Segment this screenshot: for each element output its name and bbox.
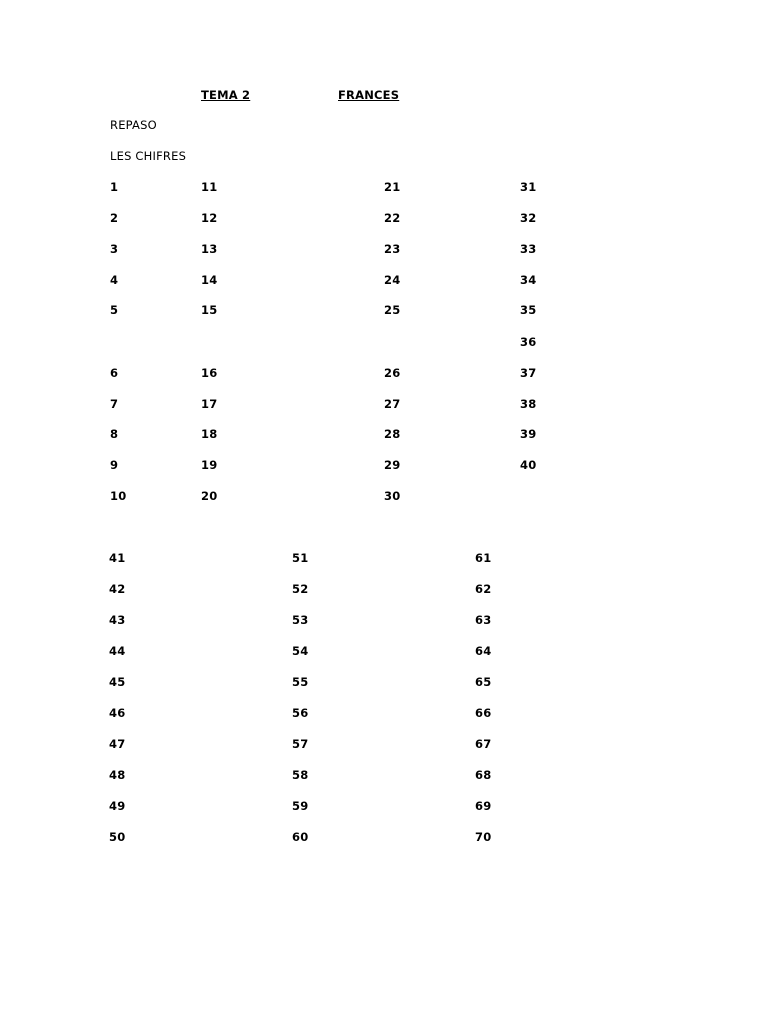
number-37: 37 <box>520 366 537 380</box>
number-67: 67 <box>475 737 492 751</box>
number-45: 45 <box>109 675 126 689</box>
number-63: 63 <box>475 613 492 627</box>
number-50: 50 <box>109 830 126 844</box>
number-62: 62 <box>475 582 492 596</box>
number-64: 64 <box>475 644 492 658</box>
number-25: 25 <box>384 303 401 317</box>
number-70: 70 <box>475 830 492 844</box>
number-17: 17 <box>201 397 218 411</box>
number-35: 35 <box>520 303 537 317</box>
number-12: 12 <box>201 211 218 225</box>
number-10: 10 <box>110 489 127 503</box>
number-7: 7 <box>110 397 119 411</box>
number-60: 60 <box>292 830 309 844</box>
number-23: 23 <box>384 242 401 256</box>
number-44: 44 <box>109 644 126 658</box>
number-16: 16 <box>201 366 218 380</box>
number-5: 5 <box>110 303 119 317</box>
number-27: 27 <box>384 397 401 411</box>
tema-heading: TEMA 2 <box>201 88 251 102</box>
number-54: 54 <box>292 644 309 658</box>
number-57: 57 <box>292 737 309 751</box>
number-46: 46 <box>109 706 126 720</box>
number-47: 47 <box>109 737 126 751</box>
number-3: 3 <box>110 242 119 256</box>
subject-heading: FRANCES <box>338 88 400 102</box>
number-65: 65 <box>475 675 492 689</box>
number-20: 20 <box>201 489 218 503</box>
number-9: 9 <box>110 458 119 472</box>
number-41: 41 <box>109 551 126 565</box>
number-40: 40 <box>520 458 537 472</box>
number-8: 8 <box>110 427 119 441</box>
number-2: 2 <box>110 211 119 225</box>
number-26: 26 <box>384 366 401 380</box>
section-title: REPASO <box>110 118 157 132</box>
number-68: 68 <box>475 768 492 782</box>
number-53: 53 <box>292 613 309 627</box>
number-52: 52 <box>292 582 309 596</box>
number-4: 4 <box>110 273 119 287</box>
number-43: 43 <box>109 613 126 627</box>
number-51: 51 <box>292 551 309 565</box>
number-19: 19 <box>201 458 218 472</box>
number-56: 56 <box>292 706 309 720</box>
number-28: 28 <box>384 427 401 441</box>
number-42: 42 <box>109 582 126 596</box>
number-31: 31 <box>520 180 537 194</box>
number-49: 49 <box>109 799 126 813</box>
number-11: 11 <box>201 180 218 194</box>
number-61: 61 <box>475 551 492 565</box>
number-21: 21 <box>384 180 401 194</box>
number-33: 33 <box>520 242 537 256</box>
number-32: 32 <box>520 211 537 225</box>
number-30: 30 <box>384 489 401 503</box>
number-38: 38 <box>520 397 537 411</box>
number-13: 13 <box>201 242 218 256</box>
subsection-title: LES CHIFRES <box>110 149 187 163</box>
number-14: 14 <box>201 273 218 287</box>
number-34: 34 <box>520 273 537 287</box>
number-39: 39 <box>520 427 537 441</box>
number-6: 6 <box>110 366 119 380</box>
number-36: 36 <box>520 335 537 349</box>
number-48: 48 <box>109 768 126 782</box>
number-1: 1 <box>110 180 119 194</box>
number-22: 22 <box>384 211 401 225</box>
number-55: 55 <box>292 675 309 689</box>
number-29: 29 <box>384 458 401 472</box>
number-66: 66 <box>475 706 492 720</box>
number-58: 58 <box>292 768 309 782</box>
number-24: 24 <box>384 273 401 287</box>
number-59: 59 <box>292 799 309 813</box>
number-69: 69 <box>475 799 492 813</box>
number-18: 18 <box>201 427 218 441</box>
number-15: 15 <box>201 303 218 317</box>
